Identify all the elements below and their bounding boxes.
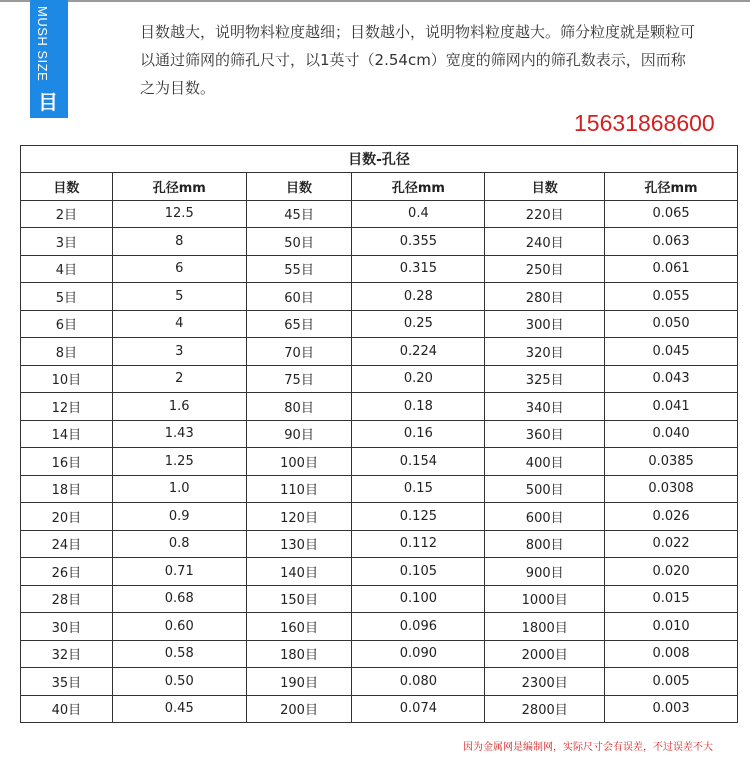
mesh-cell: 55目 [246,255,352,283]
table-row [21,695,738,723]
table-row [21,585,738,613]
mesh-cell: 65目 [246,310,352,338]
mesh-cell: 340目 [485,393,605,421]
column-header: 目数 [485,173,605,201]
mesh-cell: 45目 [246,200,352,228]
mesh-cell: 3目 [21,228,113,256]
aperture-cell: 2 [112,365,246,393]
mesh-cell: 500目 [485,475,605,503]
mesh-cell: 5目 [21,283,113,311]
table-row [21,310,738,338]
badge-text: MUSH SIZE [35,6,50,82]
intro-text: 目数越大，说明物料粒度越细；目数越小，说明物料粒度越大。筛分粒度就是颗粒可以通过筛网的筛孔尺寸，以1英寸（2.54cm）宽度的筛网内的筛孔数表示，因而称之为目数。 [140,23,696,97]
mesh-cell: 32目 [21,640,113,668]
table-row [21,640,738,668]
mesh-cell: 160目 [246,613,352,641]
table-row [21,420,738,448]
table-row [21,365,738,393]
mesh-cell: 14目 [21,420,113,448]
aperture-cell: 0.003 [605,695,738,723]
mesh-cell: 110目 [246,475,352,503]
aperture-cell: 0.045 [605,338,738,366]
aperture-cell: 0.040 [605,420,738,448]
table-row [21,448,738,476]
mesh-size-badge [30,0,68,118]
aperture-cell: 0.041 [605,393,738,421]
aperture-cell: 0.008 [605,640,738,668]
mesh-cell: 400目 [485,448,605,476]
aperture-cell: 4 [112,310,246,338]
mesh-cell: 24目 [21,530,113,558]
table-row [21,338,738,366]
aperture-cell: 12.5 [112,200,246,228]
mesh-cell: 90目 [246,420,352,448]
aperture-cell: 0.4 [352,200,485,228]
aperture-cell: 0.315 [352,255,485,283]
aperture-cell: 0.25 [352,310,485,338]
mesh-cell: 320目 [485,338,605,366]
mesh-cell: 325目 [485,365,605,393]
aperture-cell: 8 [112,228,246,256]
mesh-cell: 26目 [21,558,113,586]
table-row [21,668,738,696]
aperture-cell: 0.45 [112,695,246,723]
aperture-cell: 0.18 [352,393,485,421]
table-row [21,613,738,641]
aperture-cell: 0.154 [352,448,485,476]
mesh-cell: 40目 [21,695,113,723]
aperture-cell: 0.100 [352,585,485,613]
mesh-cell: 360目 [485,420,605,448]
table-row [21,475,738,503]
mesh-cell: 30目 [21,613,113,641]
mesh-cell: 6目 [21,310,113,338]
aperture-cell: 0.105 [352,558,485,586]
mesh-cell: 70目 [246,338,352,366]
aperture-cell: 0.005 [605,668,738,696]
mesh-cell: 2000目 [485,640,605,668]
mesh-cell: 600目 [485,503,605,531]
table-row [21,558,738,586]
aperture-cell: 3 [112,338,246,366]
aperture-cell: 0.58 [112,640,246,668]
mesh-cell: 80目 [246,393,352,421]
mesh-cell: 16目 [21,448,113,476]
column-header: 孔径mm [352,173,485,201]
mesh-cell: 2目 [21,200,113,228]
aperture-cell: 0.8 [112,530,246,558]
aperture-cell: 0.015 [605,585,738,613]
aperture-cell: 0.043 [605,365,738,393]
aperture-cell: 0.68 [112,585,246,613]
aperture-cell: 0.096 [352,613,485,641]
mesh-cell: 900目 [485,558,605,586]
table-row [21,255,738,283]
aperture-cell: 0.112 [352,530,485,558]
aperture-cell: 0.080 [352,668,485,696]
mesh-cell: 140目 [246,558,352,586]
mesh-cell: 150目 [246,585,352,613]
column-header: 孔径mm [605,173,738,201]
mesh-cell: 12目 [21,393,113,421]
mesh-cell: 200目 [246,695,352,723]
mesh-cell: 75目 [246,365,352,393]
aperture-cell: 0.090 [352,640,485,668]
mesh-cell: 180目 [246,640,352,668]
aperture-cell: 1.25 [112,448,246,476]
mesh-cell: 1800目 [485,613,605,641]
table-row [21,530,738,558]
table-row [21,200,738,228]
aperture-cell: 1.43 [112,420,246,448]
aperture-cell: 0.055 [605,283,738,311]
mesh-cell: 50目 [246,228,352,256]
mesh-cell: 1000目 [485,585,605,613]
mesh-cell: 800目 [485,530,605,558]
mesh-cell: 130目 [246,530,352,558]
aperture-cell: 0.065 [605,200,738,228]
column-header: 目数 [246,173,352,201]
badge-char: 目 [38,90,58,114]
aperture-cell: 0.355 [352,228,485,256]
mesh-cell: 240目 [485,228,605,256]
column-header: 孔径mm [112,173,246,201]
aperture-cell: 0.074 [352,695,485,723]
aperture-cell: 0.16 [352,420,485,448]
aperture-cell: 0.0385 [605,448,738,476]
mesh-aperture-table [20,145,738,723]
mesh-cell: 280目 [485,283,605,311]
mesh-cell: 10目 [21,365,113,393]
aperture-cell: 0.010 [605,613,738,641]
mesh-cell: 2800目 [485,695,605,723]
aperture-cell: 0.9 [112,503,246,531]
aperture-cell: 0.022 [605,530,738,558]
mesh-cell: 60目 [246,283,352,311]
mesh-cell: 100目 [246,448,352,476]
mesh-cell: 120目 [246,503,352,531]
table-row [21,503,738,531]
aperture-cell: 0.026 [605,503,738,531]
table-header-row [21,173,738,201]
mesh-cell: 8目 [21,338,113,366]
aperture-cell: 5 [112,283,246,311]
aperture-cell: 6 [112,255,246,283]
aperture-cell: 0.15 [352,475,485,503]
table-row [21,228,738,256]
mesh-cell: 18目 [21,475,113,503]
aperture-cell: 0.063 [605,228,738,256]
aperture-cell: 0.061 [605,255,738,283]
mesh-cell: 220目 [485,200,605,228]
aperture-cell: 0.50 [112,668,246,696]
mesh-cell: 20目 [21,503,113,531]
mesh-cell: 300目 [485,310,605,338]
top-divider [0,0,750,2]
mesh-cell: 190目 [246,668,352,696]
aperture-cell: 0.0308 [605,475,738,503]
aperture-cell: 1.6 [112,393,246,421]
table-row [21,393,738,421]
mesh-cell: 35目 [21,668,113,696]
table-title: 目数-孔径 [21,146,738,173]
phone-number: 15631868600 [574,110,715,136]
table-row [21,283,738,311]
aperture-cell: 0.224 [352,338,485,366]
aperture-cell: 0.020 [605,558,738,586]
aperture-cell: 0.28 [352,283,485,311]
aperture-cell: 0.60 [112,613,246,641]
mesh-cell: 250目 [485,255,605,283]
column-header: 目数 [21,173,113,201]
aperture-cell: 0.050 [605,310,738,338]
aperture-cell: 1.0 [112,475,246,503]
aperture-cell: 0.20 [352,365,485,393]
footnote: 因为金属网是编制网，实际尺寸会有误差，不过误差不大 [463,742,713,753]
mesh-cell: 28目 [21,585,113,613]
aperture-cell: 0.125 [352,503,485,531]
mesh-cell: 4目 [21,255,113,283]
mesh-cell: 2300目 [485,668,605,696]
aperture-cell: 0.71 [112,558,246,586]
